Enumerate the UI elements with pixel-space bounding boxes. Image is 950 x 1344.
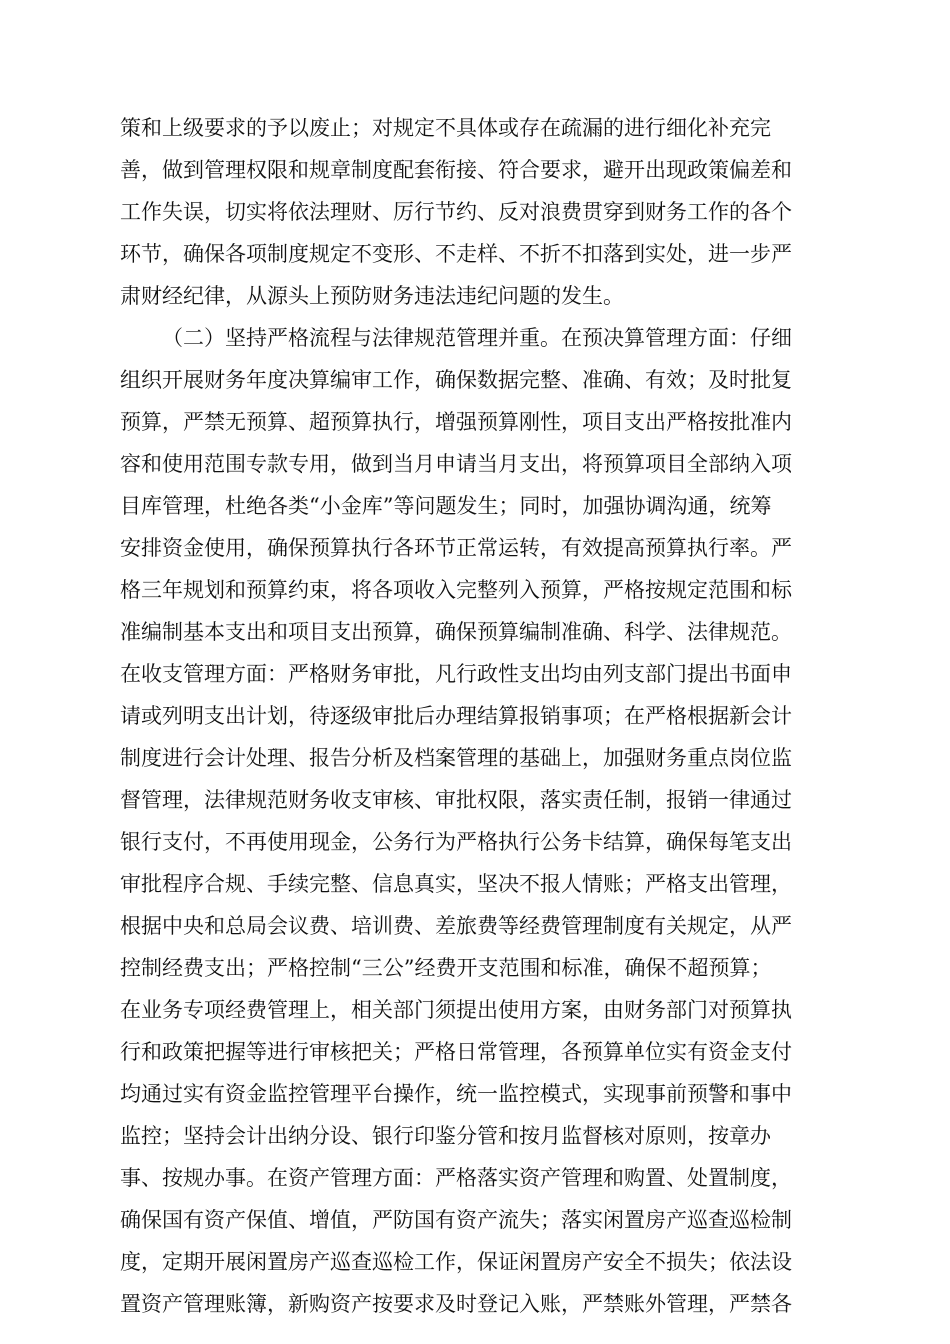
paragraph-2-line: 请或列明支出计划，待逐级审批后办理结算报销事项；在严格根据新会计 [120,704,792,728]
paragraph-1-line: 策和上级要求的予以废止；对规定不具体或存在疏漏的进行细化补充完 [120,116,771,140]
paragraph-2-line: 目库管理，杜绝各类“小金库”等问题发生；同时，加强协调沟通，统筹 [120,494,772,518]
paragraph-2-line: 根据中央和总局会议费、培训费、差旅费等经费管理制度有关规定，从严 [120,914,792,938]
paragraph-2-line: 事、按规办事。在资产管理方面：严格落实资产管理和购置、处置制度， [120,1166,792,1190]
paragraph-2-line: 格三年规划和预算约束，将各项收入完整列入预算，严格按规定范围和标 [120,578,792,602]
paragraph-2-line: 行和政策把握等进行审核把关；严格日常管理，各预算单位实有资金支付 [120,1040,792,1064]
paragraph-1-line: 善，做到管理权限和规章制度配套衔接、符合要求，避开出现政策偏差和 [120,158,792,182]
paragraph-2-line: 督管理，法律规范财务收支审核、审批权限，落实责任制，报销一律通过 [120,788,792,812]
paragraph-2-line: 审批程序合规、手续完整、信息真实，坚决不报人情账；严格支出管理， [120,872,792,896]
paragraph-2-line: 控制经费支出；严格控制“三公”经费开支范围和标准，确保不超预算； [120,956,772,980]
paragraph-1-line: 环节，确保各项制度规定不变形、不走样、不折不扣落到实处，进一步严 [120,242,792,266]
paragraph-2-line: 在业务专项经费管理上，相关部门须提出使用方案，由财务部门对预算执 [120,998,792,1022]
paragraph-2-first-line: （二）坚持严格流程与法律规范管理并重。在预决算管理方面：仔细 [162,326,792,350]
paragraph-2-line: 置资产管理账簿，新购资产按要求及时登记入账，严禁账外管理，严禁各 [120,1292,792,1316]
paragraph-2-line: 容和使用范围专款专用，做到当月申请当月支出，将预算项目全部纳入项 [120,452,792,476]
paragraph-2-line: 制度进行会计处理、报告分析及档案管理的基础上，加强财务重点岗位监 [120,746,792,770]
paragraph-2-line: 安排资金使用，确保预算执行各环节正常运转，有效提高预算执行率。严 [120,536,792,560]
paragraph-1-line: 肃财经纪律，从源头上预防财务违法违纪问题的发生。 [120,284,624,308]
paragraph-2-line: 均通过实有资金监控管理平台操作，统一监控模式，实现事前预警和事中 [120,1082,792,1106]
paragraph-2-line: 确保国有资产保值、增值，严防国有资产流失；落实闲置房产巡查巡检制 [120,1208,792,1232]
paragraph-2-line: 在收支管理方面：严格财务审批，凡行政性支出均由列支部门提出书面申 [120,662,792,686]
paragraph-2-line: 监控；坚持会计出纳分设、银行印鉴分管和按月监督核对原则，按章办 [120,1124,771,1148]
paragraph-2-line: 度，定期开展闲置房产巡查巡检工作，保证闲置房产安全不损失；依法设 [120,1250,792,1274]
paragraph-2-line: 准编制基本支出和项目支出预算，确保预算编制准确、科学、法律规范。 [120,620,792,644]
paragraph-2-line: 银行支付，不再使用现金，公务行为严格执行公务卡结算，确保每笔支出 [120,830,792,854]
paragraph-2-line: 预算，严禁无预算、超预算执行，增强预算刚性，项目支出严格按批准内 [120,410,792,434]
paragraph-2-line: 组织开展财务年度决算编审工作，确保数据完整、准确、有效；及时批复 [120,368,792,392]
paragraph-1-line: 工作失误，切实将依法理财、厉行节约、反对浪费贯穿到财务工作的各个 [120,200,792,224]
